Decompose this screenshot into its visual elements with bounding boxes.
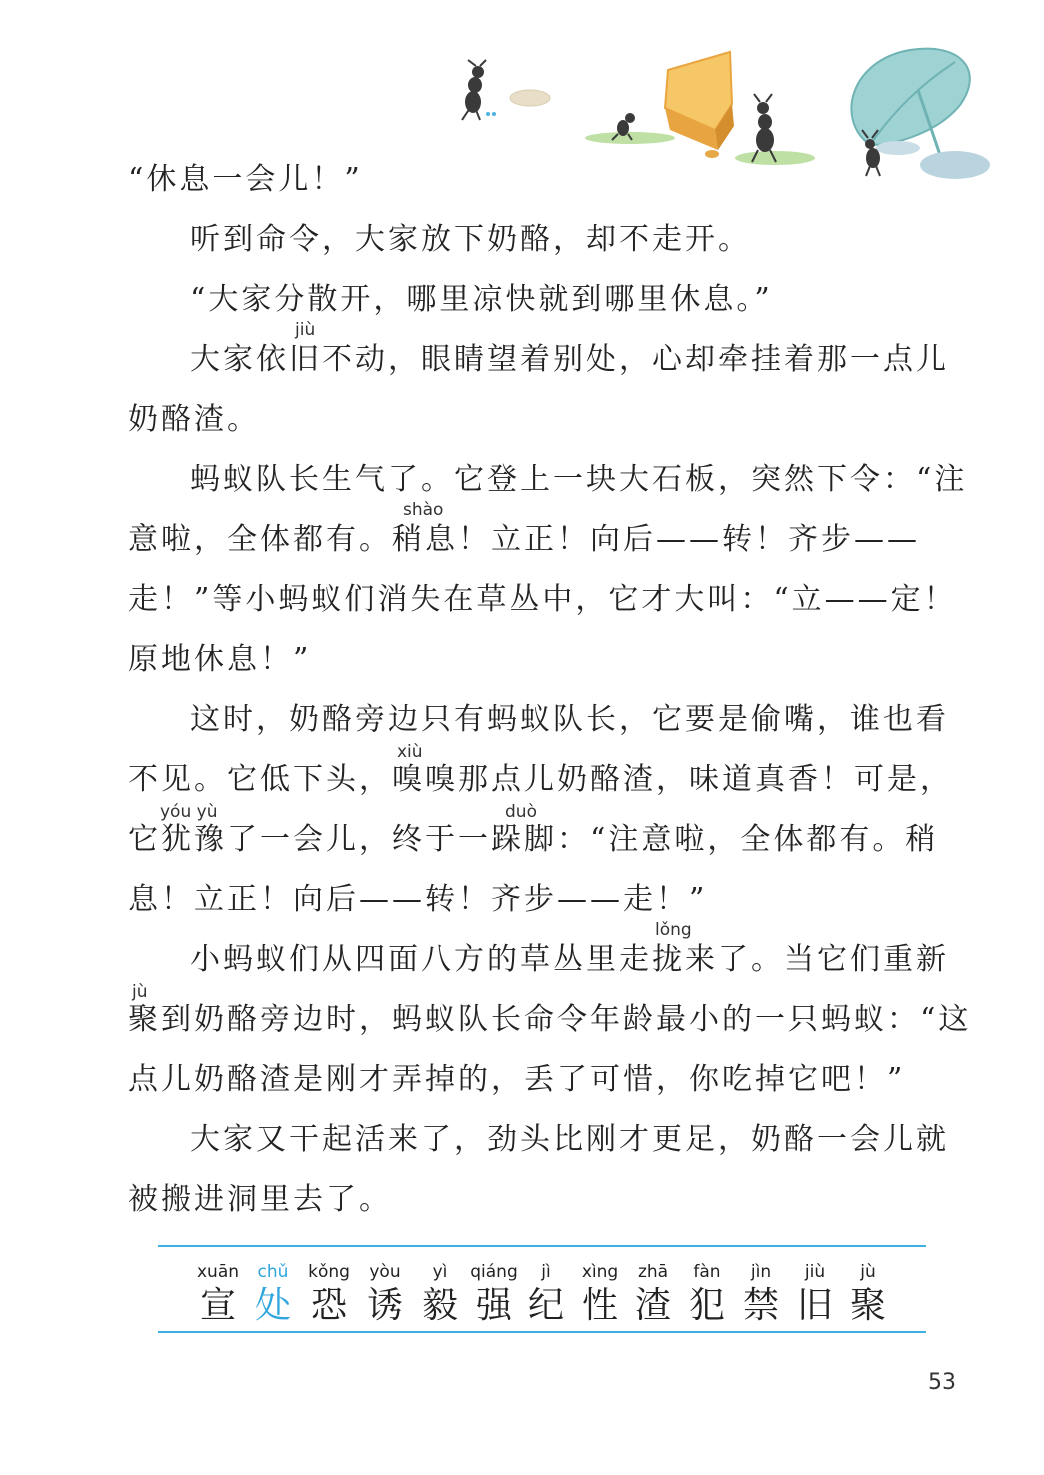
text-line: 大家依旧不动，眼睛望着别处，心却牵挂着那一点儿: [190, 342, 949, 377]
text-line: “休息一会儿！”: [128, 162, 363, 197]
vocab-item: [190, 1262, 246, 1328]
vocab-pinyin: kǒng: [308, 1262, 350, 1282]
vocab-char: 强: [475, 1285, 512, 1326]
text-line: 走！”等小蚂蚁们消失在草丛中，它才大叫：“立——定！: [128, 582, 957, 617]
vocab-pinyin: zhā: [637, 1262, 669, 1282]
vocab-item: [679, 1262, 735, 1328]
pinyin-annotation: duò: [505, 802, 537, 822]
vocab-pinyin: jìn: [750, 1262, 772, 1282]
vocab-char: 聚: [849, 1285, 886, 1326]
vocab-pinyin: fàn: [693, 1262, 721, 1282]
pinyin-annotation: yóu yù: [160, 802, 218, 822]
pinyin-annotation: lǒng: [655, 920, 692, 940]
text-line: 这时，奶酪旁边只有蚂蚁队长，它要是偷嘴，谁也看: [190, 702, 949, 737]
pinyin-annotation: jiù: [295, 320, 316, 340]
vocab-item: [572, 1262, 628, 1328]
vocab-pinyin: jiù: [804, 1262, 826, 1282]
text-line: 点儿奶酪渣是刚才弄掉的，丢了可惜，你吃掉它吧！”: [128, 1062, 906, 1097]
vocab-item: [301, 1262, 357, 1328]
vocab-item: [357, 1262, 413, 1328]
vocab-pinyin: yòu: [369, 1262, 401, 1282]
vocab-top-rule: [158, 1245, 926, 1247]
vocab-char: 犯: [688, 1285, 725, 1326]
leaf-icon: [851, 49, 969, 155]
pinyin-annotation: shào: [403, 500, 444, 520]
text-line: 聚到奶酪旁边时，蚂蚁队长命令年龄最小的一只蚂蚁：“这: [128, 1002, 972, 1037]
vocab-char: 性: [581, 1285, 618, 1326]
vocab-item: [840, 1262, 896, 1328]
vocab-pinyin: xìng: [581, 1262, 619, 1282]
vocab-bottom-rule: [158, 1331, 926, 1333]
text-line: 它犹豫了一会儿，终于一跺脚：“注意啦，全体都有。稍: [128, 822, 939, 857]
vocab-char: 纪: [527, 1285, 564, 1326]
cheese-crumb-icon: [705, 150, 719, 158]
ant-icon: [462, 60, 486, 120]
cheese-icon: [665, 52, 734, 150]
pinyin-annotation: xiù: [397, 742, 423, 762]
stone-icon: [876, 141, 920, 155]
vocab-item: [787, 1262, 843, 1328]
vocab-item-highlighted: [245, 1262, 301, 1328]
text-line: 原地休息！”: [128, 642, 312, 677]
page-number: 53: [928, 1370, 956, 1395]
vocab-pinyin: yì: [432, 1262, 448, 1282]
text-line: 蚂蚁队长生气了。它登上一块大石板，突然下令：“注: [190, 462, 968, 497]
text-line: “大家分散开，哪里凉快就到哪里休息。”: [190, 282, 773, 317]
vocab-pinyin: jì: [541, 1262, 551, 1282]
text-line: 大家又干起活来了，劲头比刚才更足，奶酪一会儿就: [190, 1122, 949, 1157]
text-line: 不见。它低下头，嗅嗅那点儿奶酪渣，味道真香！可是，: [128, 762, 953, 797]
text-line: 奶酪渣。: [128, 402, 260, 437]
vocab-item: [412, 1262, 468, 1328]
text-line: 听到命令，大家放下奶酪，却不走开。: [190, 222, 751, 257]
vocab-pinyin: chǔ: [257, 1262, 289, 1282]
text-line: 意啦，全体都有。稍息！立正！向后——转！齐步——: [128, 522, 920, 557]
vocab-pinyin: jù: [860, 1262, 876, 1282]
vocab-char: 处: [254, 1285, 291, 1326]
pinyin-annotation: jù: [132, 982, 148, 1002]
vocab-item: [733, 1262, 789, 1328]
pebble-icon: [510, 90, 550, 106]
text-line: 被搬进洞里去了。: [128, 1182, 392, 1217]
text-line: 息！立正！向后——转！齐步——走！”: [128, 882, 708, 917]
vocab-char: 旧: [796, 1285, 833, 1326]
vocab-char: 恐: [310, 1285, 347, 1326]
vocab-item: [625, 1262, 681, 1328]
text-line: 小蚂蚁们从四面八方的草丛里走拢来了。当它们重新: [190, 942, 949, 977]
vocab-char: 诱: [366, 1285, 403, 1326]
vocab-pinyin: xuān: [196, 1262, 240, 1282]
vocab-pinyin: qiáng: [470, 1262, 518, 1282]
vocab-char: 渣: [634, 1285, 671, 1326]
vocab-item: [518, 1262, 574, 1328]
vocab-char: 宣: [199, 1285, 236, 1326]
vocab-char: 禁: [742, 1285, 779, 1326]
vocab-char: 毅: [421, 1285, 458, 1326]
vocab-item: [466, 1262, 522, 1328]
